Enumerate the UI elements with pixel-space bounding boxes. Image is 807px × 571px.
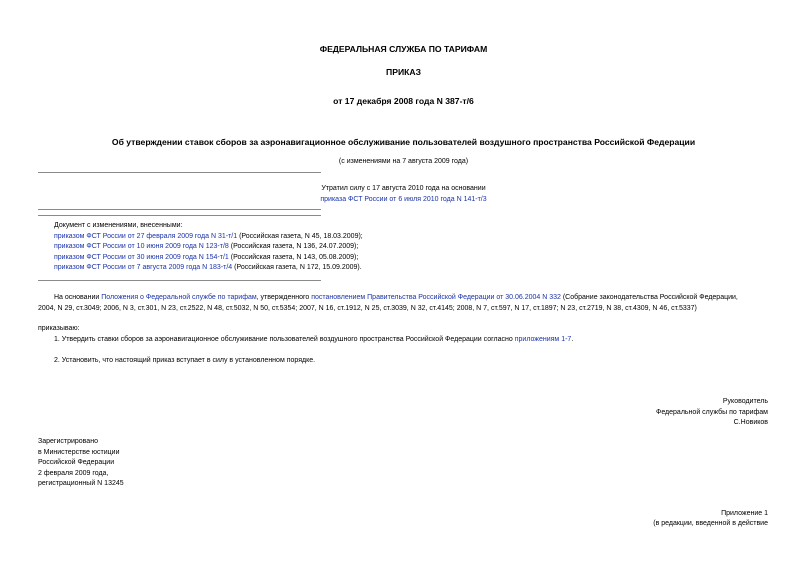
agency-title: ФЕДЕРАЛЬНАЯ СЛУЖБА ПО ТАРИФАМ xyxy=(319,44,488,54)
basis-tail: (Собрание законодательства Российской Федерации, xyxy=(560,294,738,301)
amendment-link[interactable]: приказом ФСТ России от 10 июня 2009 года N 123-т/8 xyxy=(54,243,229,250)
amendment-link[interactable]: приказом ФСТ России от 7 августа 2009 года N 183-т/4 xyxy=(54,264,233,271)
separator xyxy=(38,209,321,210)
amendment-item xyxy=(54,263,362,273)
point-2: 2. Установить, что настоящий приказ вступает в силу в установленном порядке. xyxy=(54,357,316,364)
government-decree-link[interactable]: постановлением Правительства Российской Федерации от 30.06.2004 N 332 xyxy=(311,294,561,301)
regulation-link[interactable]: Положения о Федеральной службе по тарифам xyxy=(101,294,257,301)
basis-citations: 2004, N 29, ст.3049; 2006, N 3, ст.301, N 23, ст.2522, N 48, ст.5032, N 50, ст.5354; 2007, N 16, ст.1912, N 25, ст.3039, N 32, ст.4145; 2008, N 7, ст.597, N 17, ст.1897; N 23, ст.2719, N 38, ст.4309, N 46, ст.5337) xyxy=(38,305,697,312)
registration-line: 2 февраля 2009 года, xyxy=(38,470,109,477)
amendment-source: (Российская газета, N 45, 18.03.2009); xyxy=(237,233,363,240)
amendment-source: (Российская газета, N 172, 15.09.2009). xyxy=(232,264,362,271)
amendment-link[interactable]: приказом ФСТ России от 27 февраля 2009 года N 31-т/1 xyxy=(54,233,238,240)
document-type: ПРИКАЗ xyxy=(386,67,421,77)
registration-line: Зарегистрировано xyxy=(38,438,98,445)
registration-line: регистрационный N 13245 xyxy=(38,480,124,487)
changes-note: (с изменениями на 7 августа 2009 года) xyxy=(338,158,469,165)
signature-agency: Федеральной службы по тарифам xyxy=(656,409,768,416)
basis-paragraph xyxy=(54,293,738,303)
lost-force-link[interactable]: приказа ФСТ России от 6 июля 2010 года N 141-т/3 xyxy=(320,196,487,203)
document-date-number: от 17 декабря 2008 года N 387-т/6 xyxy=(333,96,474,106)
amendments-intro: Документ с изменениями, внесенными: xyxy=(54,222,183,229)
separator xyxy=(38,280,321,281)
registration-line: Российской Федерации xyxy=(38,459,115,466)
separator xyxy=(38,215,321,216)
appendix-title: Приложение 1 xyxy=(721,510,768,517)
amendment-link[interactable]: приказом ФСТ России от 30 июня 2009 года N 154-т/1 xyxy=(54,254,229,261)
basis-mid: , утвержденного xyxy=(256,294,312,301)
registration-line: в Министерстве юстиции xyxy=(38,449,120,456)
point-1-text: 1. Утвердить ставки сборов за аэронавигационное обслуживание пользователей воздушного пространства Российской Федерации согласно xyxy=(54,336,515,343)
signature-position: Руководитель xyxy=(722,398,768,405)
amendment-source: (Российская газета, N 136, 24.07.2009); xyxy=(228,243,359,250)
signature-name: С.Новиков xyxy=(733,419,768,426)
lost-force-link-line xyxy=(0,195,807,205)
amendment-item xyxy=(54,232,363,242)
point-1-end: . xyxy=(571,336,574,343)
separator xyxy=(38,172,321,173)
document-subject: Об утверждении ставок сборов за аэронавигационное обслуживание пользователей воздушного пространства Российской Федерации xyxy=(111,137,696,147)
appendices-link[interactable]: приложениям 1-7 xyxy=(514,336,572,343)
amendment-source: (Российская газета, N 143, 05.08.2009); xyxy=(228,254,359,261)
point-1 xyxy=(54,335,573,345)
basis-prefix: На основании xyxy=(54,294,102,301)
order-word: приказываю: xyxy=(38,325,80,332)
lost-force-text: Утратил силу с 17 августа 2010 года на основании xyxy=(321,185,486,192)
appendix-note: (в редакции, введенной в действие xyxy=(653,520,768,527)
amendment-item xyxy=(54,242,358,252)
amendment-item xyxy=(54,253,358,263)
